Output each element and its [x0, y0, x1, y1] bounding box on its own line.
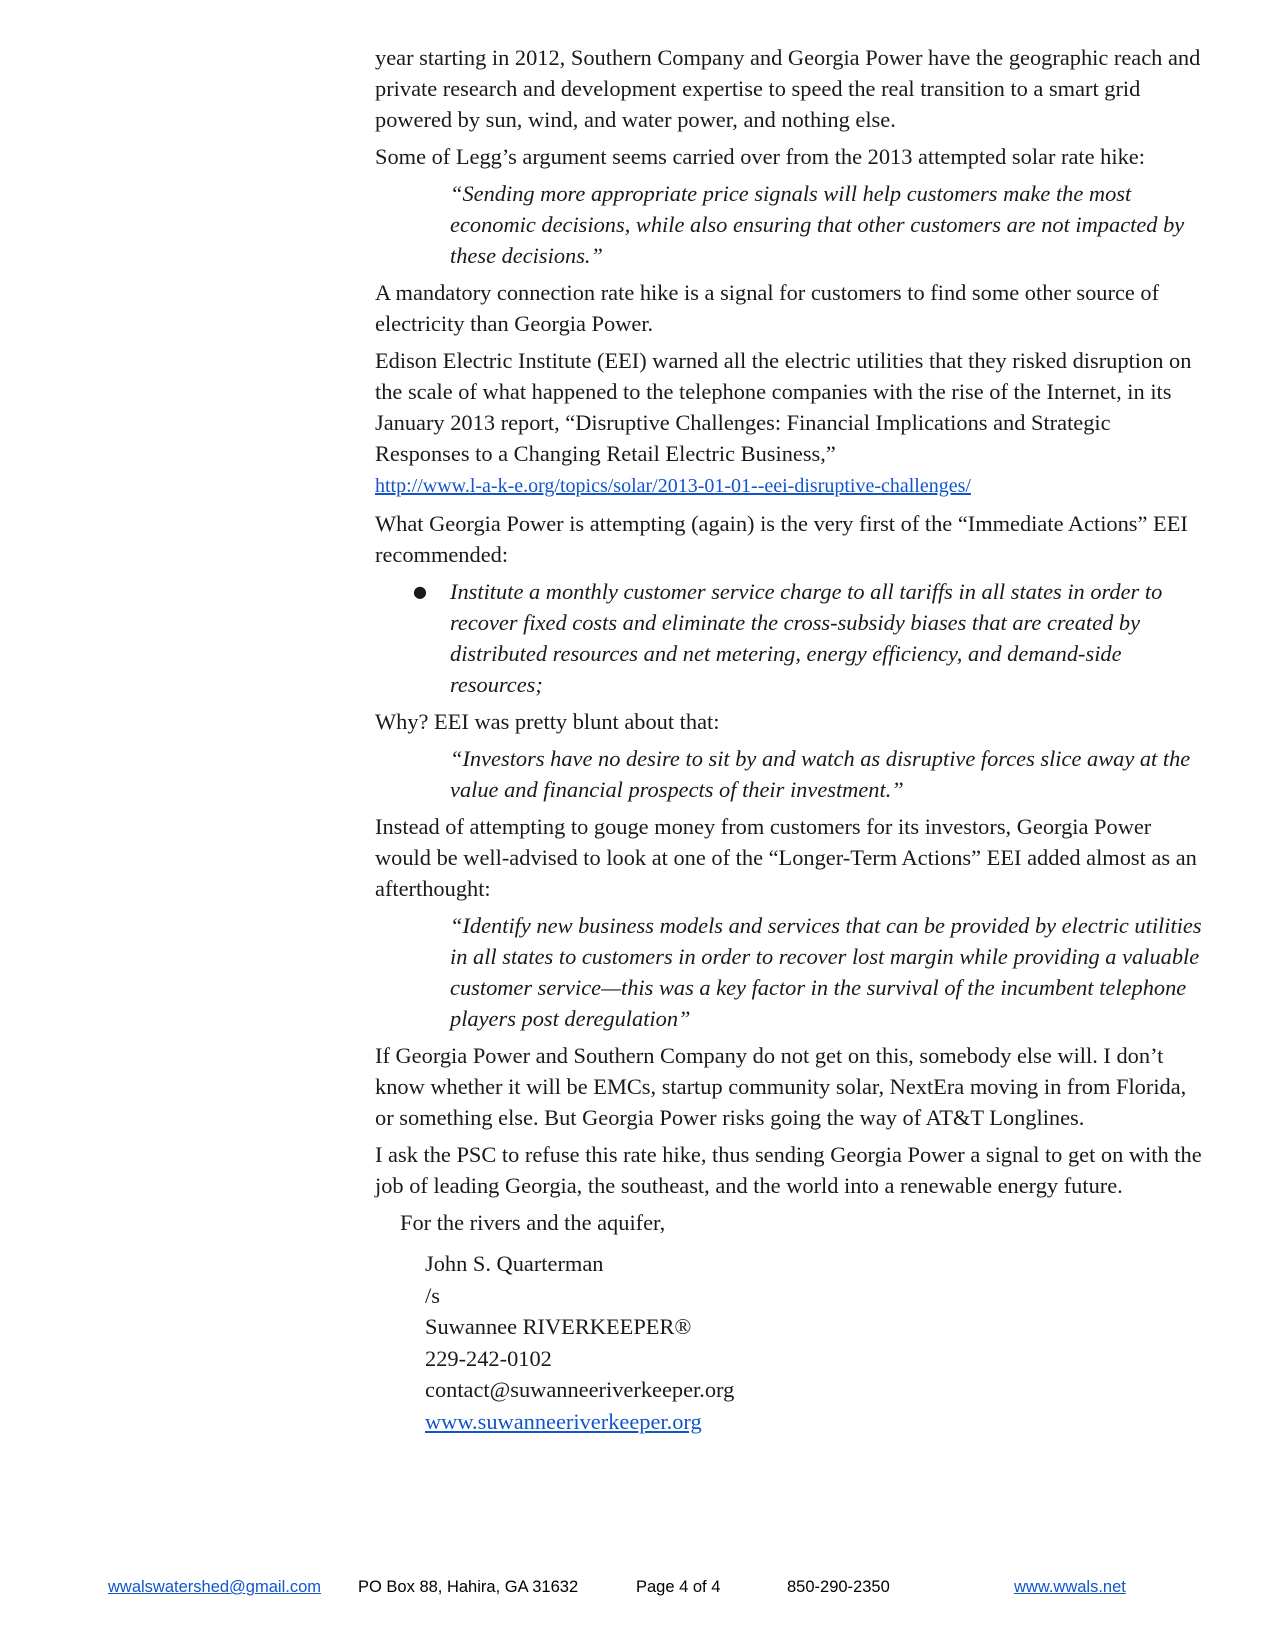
- signer-email: contact@suwanneeriverkeeper.org: [425, 1377, 735, 1402]
- paragraph-immediate-actions: What Georgia Power is attempting (again) is the very first of the “Immediate Actions” EEI recommended:: [375, 511, 1188, 567]
- footer-address: PO Box 88, Hahira, GA 31632: [358, 1578, 579, 1596]
- paragraph-eei-warning: [375, 345, 1210, 502]
- quote-business-models: “Identify new business models and services that can be provided by electric utilities in all states to customers in order to recover lost margin while providing a valuable customer service—this was a key factor in the survival of the incumbent telephone players post deregulation”: [450, 913, 1202, 1031]
- paragraph-intro: year starting in 2012, Southern Company and Georgia Power have the geographic reach and private research and development expertise to speed the real transition to a smart grid powered by sun, wind, and water power, and nothing else.: [375, 45, 1201, 132]
- quote-price-signals: “Sending more appropriate price signals will help customers make the most economic decisions, while also ensuring that other customers are not impacted by these decisions.”: [450, 181, 1185, 268]
- signer-title: Suwannee RIVERKEEPER®: [425, 1314, 692, 1339]
- page-footer: [0, 1578, 1275, 1602]
- eei-report-link[interactable]: http://www.l-a-k-e.org/topics/solar/2013-01-01--eei-disruptive-challenges/: [375, 475, 971, 497]
- signer-phone: 229-242-0102: [425, 1345, 552, 1371]
- footer-website-link[interactable]: www.wwals.net: [1014, 1578, 1126, 1596]
- bullet-text: Institute a monthly customer service charge to all tariffs in all states in order to recover fixed costs and eliminate the cross-subsidy biases that are created by distributed resources and net metering, energy efficiency, and demand-side resources;: [450, 579, 1163, 697]
- footer-email-link[interactable]: wwalswatershed@gmail.com: [108, 1578, 321, 1596]
- paragraph-longer-term: Instead of attempting to gouge money from customers for its investors, Georgia Power would be well-advised to look at one of the “Longer-Term Actions” EEI added almost as an afterthought:: [375, 814, 1197, 901]
- paragraph-somebody-else: If Georgia Power and Southern Company do not get on this, somebody else will. I don’t know whether it will be EMCs, startup community solar, NextEra moving in from Florida, or something else. But Georgia Power risks going the way of AT&T Longlines.: [375, 1043, 1187, 1130]
- paragraph-rate-hike-signal: A mandatory connection rate hike is a signal for customers to find some other source of electricity than Georgia Power.: [375, 280, 1160, 336]
- signature-block: [425, 1248, 1210, 1437]
- immediate-actions-list: [375, 576, 1210, 700]
- letter-body: [375, 42, 1210, 1437]
- signer-website-link[interactable]: www.suwanneeriverkeeper.org: [425, 1408, 702, 1434]
- quote-investors: “Investors have no desire to sit by and watch as disruptive forces slice away at the value and financial prospects of their investment.”: [450, 746, 1191, 802]
- paragraph-why: Why? EEI was pretty blunt about that:: [375, 709, 720, 734]
- signer-name: John S. Quarterman: [425, 1251, 604, 1276]
- footer-phone: 850-290-2350: [787, 1578, 890, 1596]
- bullet-icon: ●: [413, 582, 427, 601]
- footer-page-number: Page 4 of 4: [636, 1578, 721, 1596]
- signature-mark: /s: [425, 1282, 440, 1308]
- paragraph-psc-request: I ask the PSC to refuse this rate hike, thus sending Georgia Power a signal to get on with the job of leading Georgia, the southeast, and the world into a renewable energy future.: [375, 1142, 1202, 1198]
- list-item: [375, 576, 1210, 700]
- eei-warning-text: Edison Electric Institute (EEI) warned all the electric utilities that they risked disruption on the scale of what happened to the telephone companies with the rise of the Internet, in its January 2013 report, “Disruptive Challenges: Financial Implications and Strategic Responses to a Changing Retail Electric Business,”: [375, 348, 1192, 466]
- paragraph-legg-argument: Some of Legg’s argument seems carried over from the 2013 attempted solar rate hike:: [375, 144, 1145, 169]
- closing-line: For the rivers and the aquifer,: [400, 1210, 666, 1235]
